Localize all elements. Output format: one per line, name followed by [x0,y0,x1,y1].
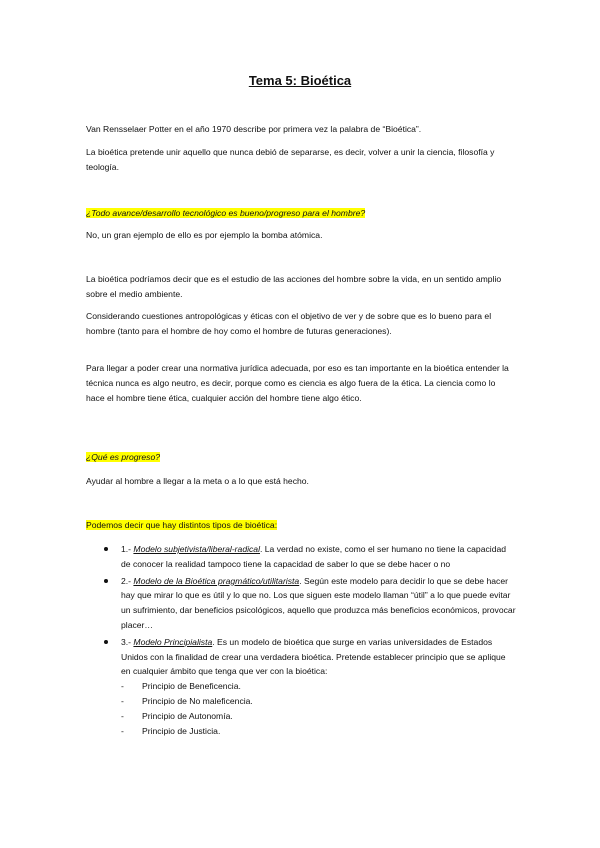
paragraph-bioetica-unir: La bioética pretende unir aquello que nunca debió de separarse, es decir, volver a unir la ciencia, filosofía y teología. [86,147,495,172]
models-list [104,542,516,740]
model-number: 3.- [121,636,132,647]
list-item-principle: - Principio de No maleficencia. [121,694,516,709]
model-name: Modelo de la Bioética pragmático/utilitarista [133,575,300,586]
question-avance [86,206,516,221]
paragraph-estudio: La bioética podríamos decir que es el estudio de las acciones del hombre sobre la vida, en un sentido amplio sobre el medio ambiente. [86,274,502,299]
question-progreso-text: ¿Qué es progreso? [86,452,161,462]
principles-list [121,679,516,738]
model-name: Modelo Principialista [133,636,213,647]
paragraph-potter: Van Rensselaer Potter en el año 1970 describe por primera vez la palabra de “Bioética”. [86,124,422,134]
list-item-model-2 [104,574,516,633]
model-text: . Según este modelo para decidir lo que se debe hacer hay que mirar lo que es útil y lo que no. Los que siguen este modelo llaman “útil” a lo que puede evitar un sufrimiento, dar beneficios psicológicos, aquello que produzca más beneficios económicos, provocar placer… [121,575,516,630]
list-item-principle: - Principio de Autonomía. [121,709,516,724]
model-text: . La verdad no existe, como el ser humano no tiene la capacidad de conocer la realidad tampoco tiene la capacidad de saber lo que se debe hacer o no [121,544,507,569]
list-item-principle: - Principio de Justicia. [121,724,516,739]
paragraph-cuestiones: Considerando cuestiones antropológicas y éticas con el objetivo de ver y de sobre que es lo bueno para el hombre (tanto para el hombre de hoy como el hombre de futuras generaciones). [86,311,492,336]
list-item-model-3 [104,635,516,739]
model-text: . Es un modelo de bioética que surge en varias universidades de Estados Unidos con la finalidad de crear una verdadera bioética. Pretende establecer principio que se aplique en cualquier ámbito que tenga que ver con la bioética: [121,636,506,677]
list-item-principle: - Principio de Beneficencia. [121,679,516,694]
model-number: 1.- [121,544,132,554]
model-name: Modelo subjetivista/liberal-radical [133,544,260,554]
question-avance-text: ¿Todo avance/desarrollo tecnológico es bueno/progreso para el hombre? [86,208,366,218]
question-progreso [86,450,516,465]
answer-progreso: Ayudar al hombre a llegar a la meta o a lo que está hecho. [86,476,309,486]
page-title: Tema 5: Bioética [248,73,352,88]
model-number: 2.- [121,575,132,586]
heading-tipos-text: Podemos decir que hay distintos tipos de bioética: [86,520,278,530]
heading-tipos [86,518,516,533]
list-item-model-1 [104,542,516,572]
paragraph-normativa: Para llegar a poder crear una normativa jurídica adecuada, por eso es tan importante en la bioética entender la técnica nunca es algo neutro, es decir, porque como es ciencia es algo fuera de la ética. La ciencia como lo hace el hombre tiene ética, cualquier acción del hombre tiene algo ético. [86,363,509,403]
answer-avance: No, un gran ejemplo de ello es por ejemplo la bomba atómica. [86,230,323,240]
